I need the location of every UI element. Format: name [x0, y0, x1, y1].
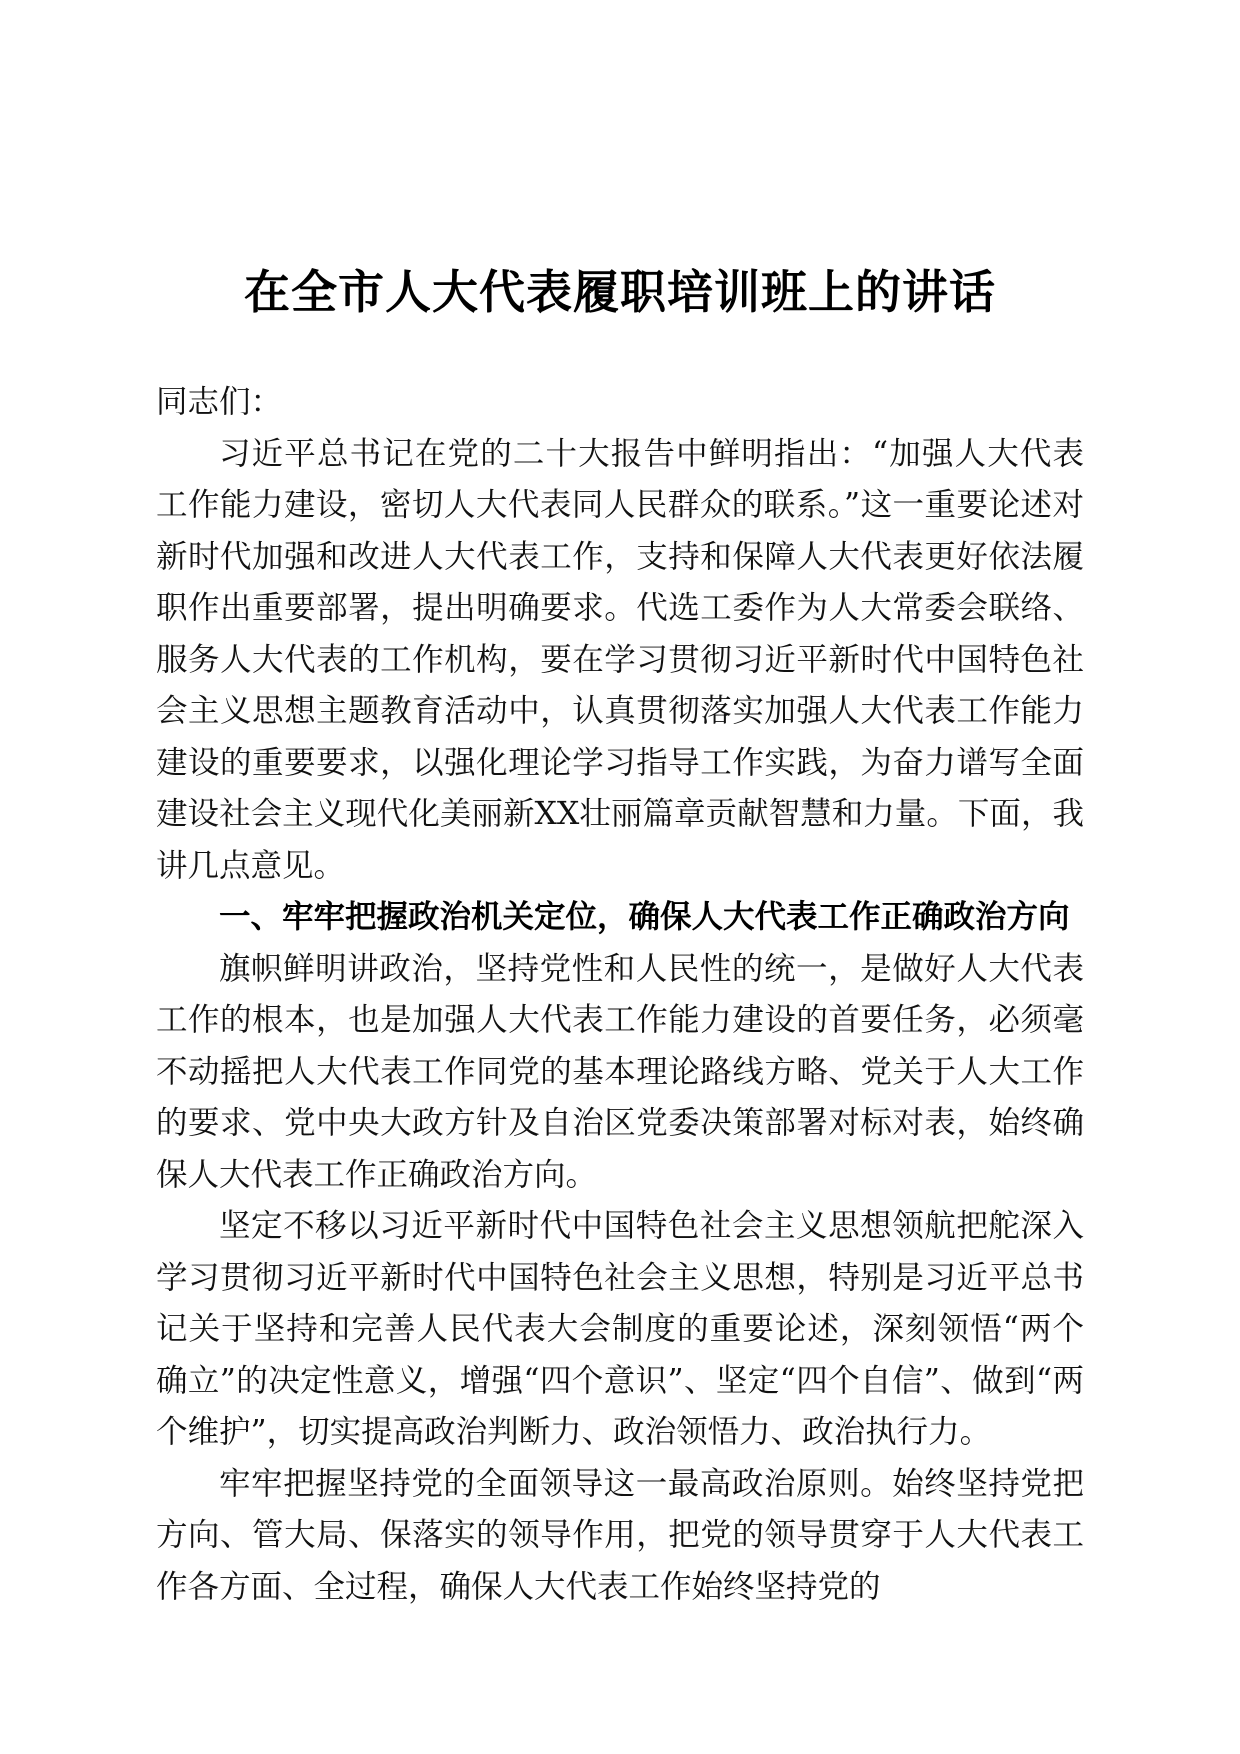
document-title: 在全市人大代表履职培训班上的讲话	[244, 265, 996, 319]
body-paragraph: 牢牢把握坚持党的全面领导这一最高政治原则。始终坚持党把方向、管大局、保落实的领导作用，把党的领导贯穿于人大代表工作各方面、全过程，确保人大代表工作始终坚持党的	[156, 1465, 1084, 1605]
body-paragraph: 习近平总书记在党的二十大报告中鲜明指出：“加强人大代表工作能力建设，密切人大代表同人民群众的联系。”这一重要论述对新时代加强和改进人大代表工作，支持和保障人大代表更好依法履职作出重要部署，提出明确要求。代选工委作为人大常委会联络、服务人大代表的工作机构，要在学习贯彻习近平新时代中国特色社会主义思想主题教育活动中，认真贯彻落实加强人大代表工作能力建设的重要要求，以强化理论学习指导工作实践，为奋力谱写全面建设社会主义现代化美丽新XX壮丽篇章贡献智慧和力量。下面，我讲几点意见。	[156, 435, 1084, 884]
document-body	[156, 377, 1084, 1613]
salutation: 同志们：	[156, 384, 283, 420]
body-paragraph: 坚定不移以习近平新时代中国特色社会主义思想领航把舵深入学习贯彻习近平新时代中国特色社会主义思想，特别是习近平总书记关于坚持和完善人民代表大会制度的重要论述，深刻领悟“两个确立”的决定性意义，增强“四个意识”、坚定“四个自信”、做到“两个维护”，切实提高政治判断力、政治领悟力、政治执行力。	[156, 1208, 1084, 1450]
section-heading: 一、牢牢把握政治机关定位，确保人大代表工作正确政治方向	[219, 899, 1070, 935]
body-paragraph: 旗帜鲜明讲政治，坚持党性和人民性的统一，是做好人大代表工作的根本，也是加强人大代表工作能力建设的首要任务，必须毫不动摇把人大代表工作同党的基本理论路线方略、党关于人大工作的要求、党中央大政方针及自治区党委决策部署对标对表，始终确保人大代表工作正确政治方向。	[156, 950, 1084, 1193]
